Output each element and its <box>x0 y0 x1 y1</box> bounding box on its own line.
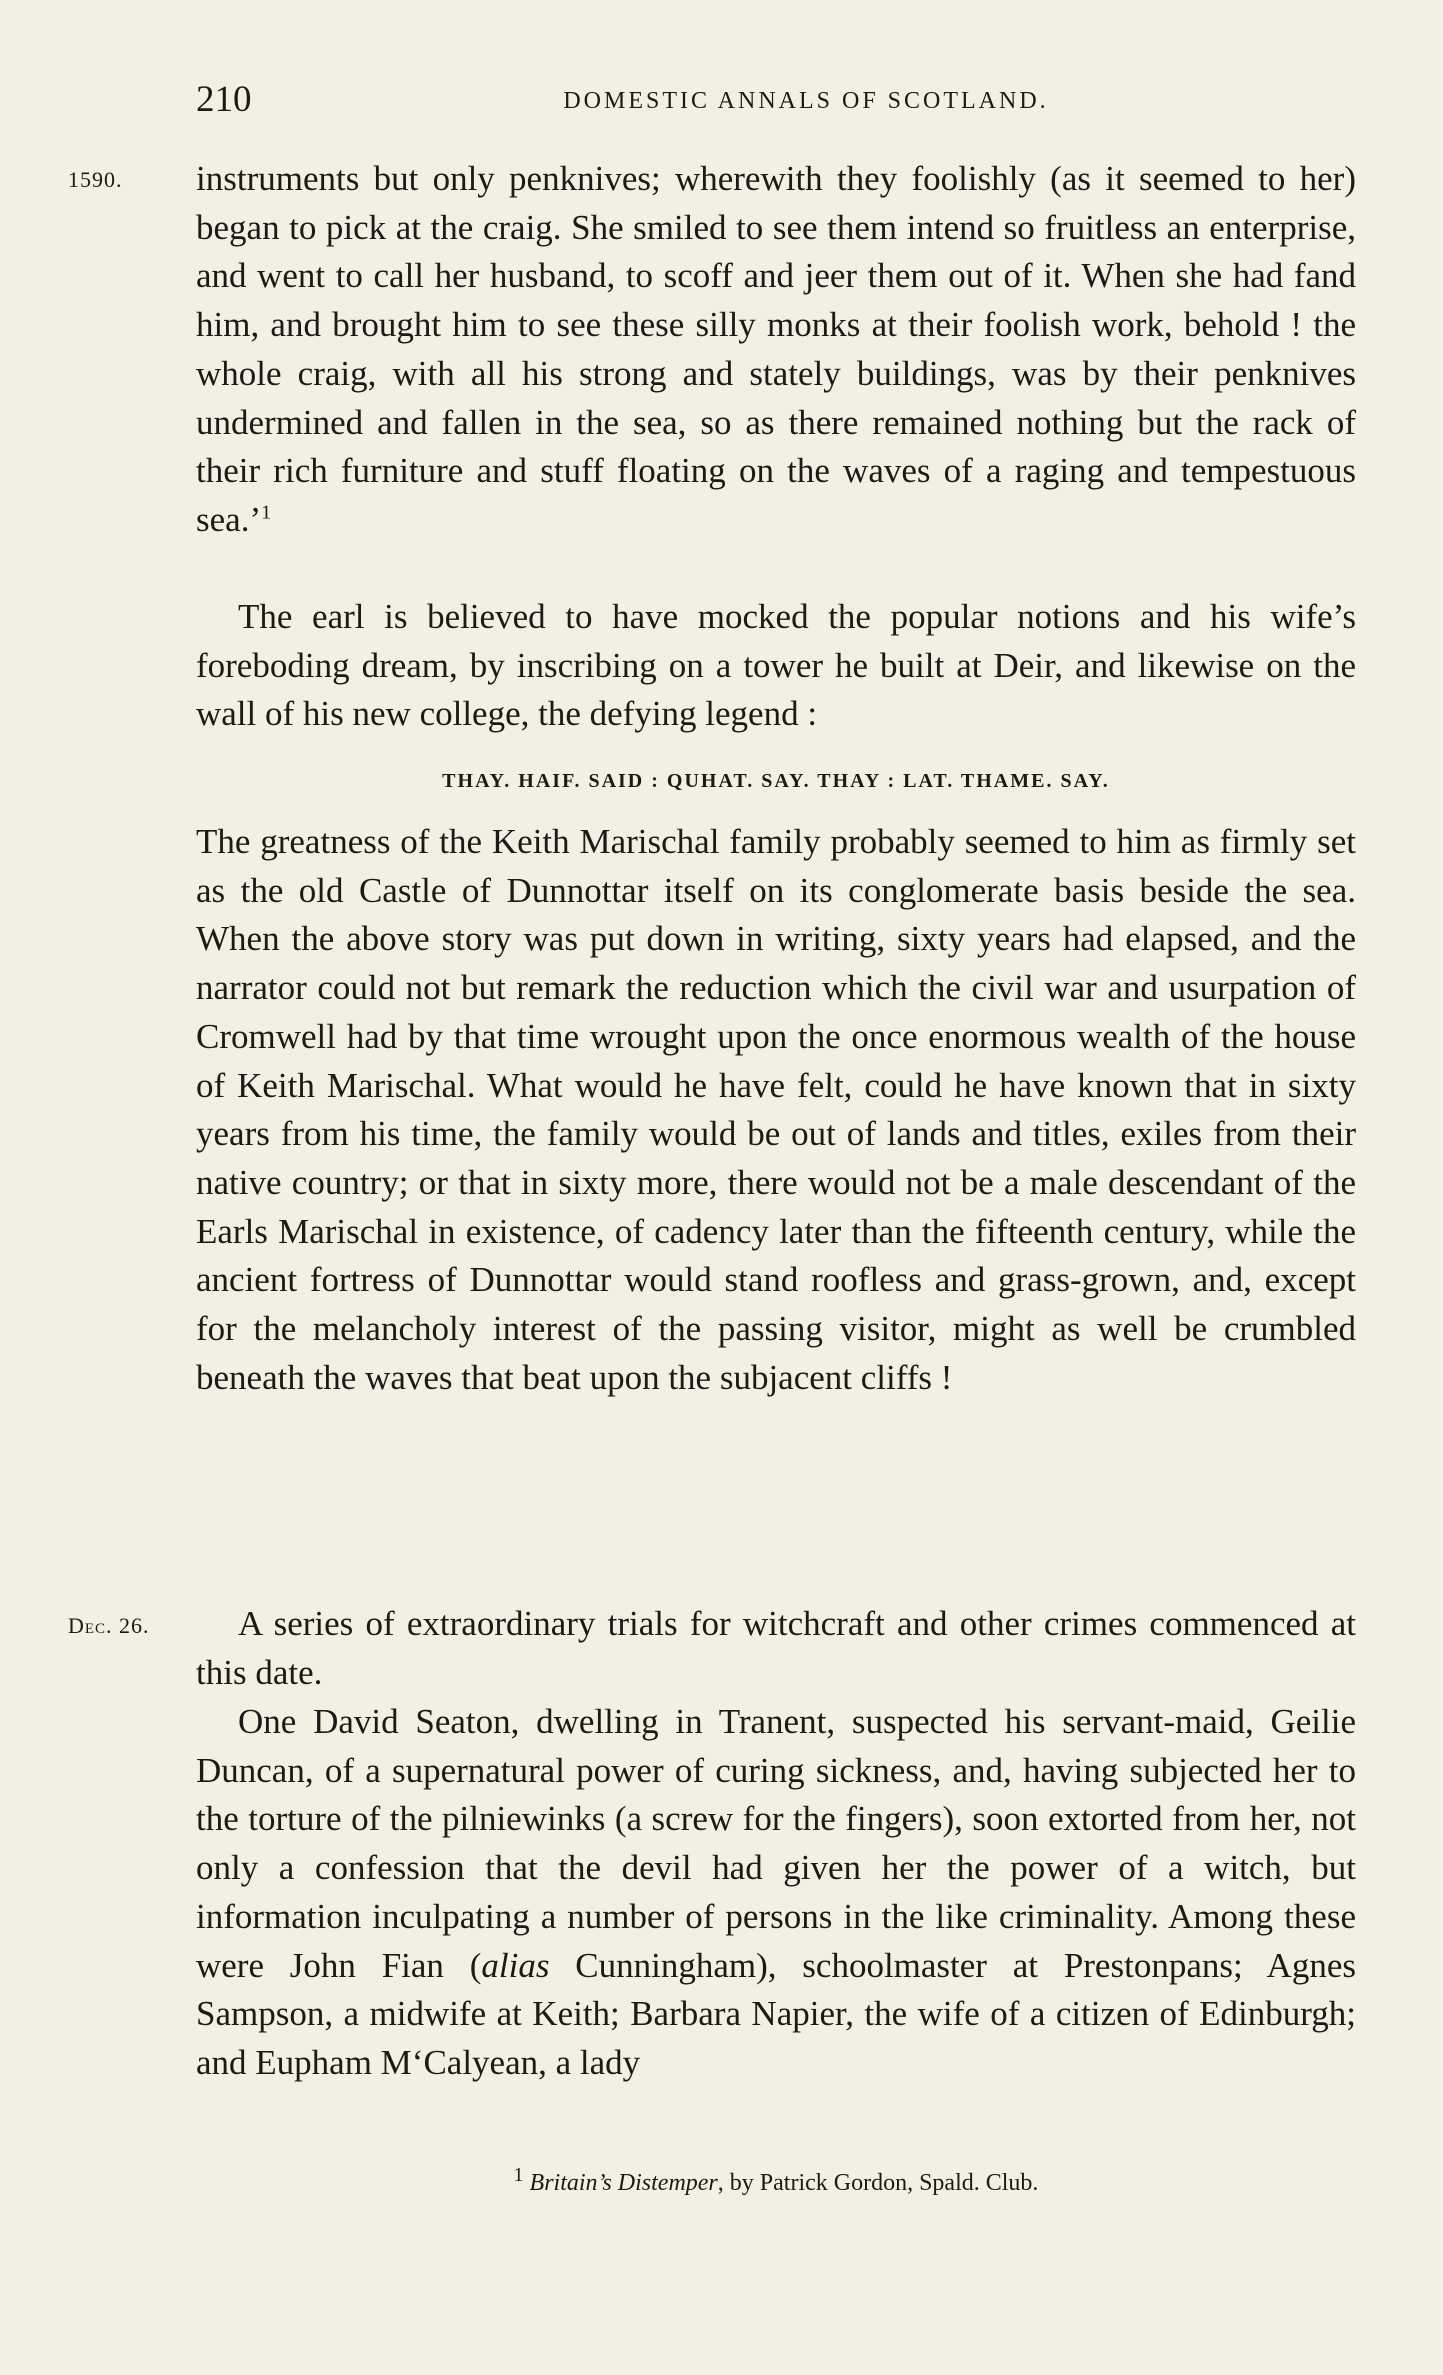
paragraph-1 <box>196 155 1356 545</box>
alias-italic: alias <box>481 1945 550 1985</box>
paragraph-4-text: A series of extraordinary trials for witchcraft and other crimes commenced at this date. <box>196 1604 1356 1692</box>
page-header <box>196 78 1356 130</box>
paragraph-1-text: instruments but only penknives; wherewith they foolishly (as it seemed to her) began to pick at the craig. She smiled to see them intend so fruitless an enterprise, and went to call her husband, to scoff and jeer them out of it. When she had fand him, and brought him to see these silly monks at their foolish work, behold ! the whole craig, with all his strong and stately buildings, was by their penknives undermined and fallen in the sea, so as there remained nothing but the rack of their rich furniture and stuff floating on the waves of a raging and tempestuous sea.’ <box>196 159 1356 539</box>
footnote-text: , by Patrick Gordon, Spald. Club. <box>717 2170 1039 2196</box>
paragraph-2 <box>196 593 1356 739</box>
paragraph-3 <box>196 818 1356 1402</box>
running-head: DOMESTIC ANNALS OF SCOTLAND. <box>563 88 1049 114</box>
footnote <box>196 2164 1356 2197</box>
paragraph-4 <box>196 1600 1356 1697</box>
paragraph-5-text-b: Cunningham), schoolmaster at Prestonpans; Agnes Sampson, a midwife at Keith; Barbara Napier, the wife of a citizen of Edinburgh; and Eupham M‘Calyean, a lady <box>196 1945 1356 2082</box>
footnote-mark: 1 <box>513 2164 524 2186</box>
page-number: 210 <box>196 79 252 120</box>
paragraph-5-text-a: One David Seaton, dwelling in Tranent, suspected his servant-maid, Geilie Duncan, of a supernatural power of curing sickness, and, having subjected her to the torture of the pilniewinks (a screw for the fingers), soon extorted from her, not only a confession that the devil had given her the power of a witch, but information inculpating a number of persons in the like criminality. Among these were John Fian ( <box>196 1702 1356 1985</box>
margin-date: Dec. 26. <box>68 1613 150 1638</box>
footnote-title: Britain’s Distemper <box>529 2170 718 2196</box>
paragraph-2-text: The earl is believed to have mocked the popular notions and his wife’s foreboding dream, by inscribing on a tower he built at Deir, and likewise on the wall of his new college, the defying legend : <box>196 597 1356 734</box>
paragraph-5 <box>196 1698 1356 2088</box>
inscription-legend: THAY. HAIF. SAID : QUHAT. SAY. THAY : LAT. THAME. SAY. <box>442 770 1110 792</box>
paragraph-3-text: The greatness of the Keith Marischal family probably seemed to him as firmly set as the old Castle of Dunnottar itself on its conglomerate basis beside the sea. When the above story was put down in writing, sixty years had elapsed, and the narrator could not but remark the reduction which the civil war and usurpation of Cromwell had by that time wrought upon the once enormous wealth of the house of Keith Marischal. What would he have felt, could he have known that in sixty years from his time, the family would be out of lands and titles, exiles from their native country; or that in sixty more, there would not be a male descendant of the Earls Marischal in existence, of cadency later than the fifteenth century, while the ancient fortress of Dunnottar would stand roofless and grass-grown, and, except for the melancholy interest of the passing visitor, might as well be crumbled beneath the waves that beat upon the subjacent cliffs ! <box>196 822 1356 1397</box>
margin-year: 1590. <box>68 167 123 192</box>
footnote-reference: 1 <box>261 501 272 524</box>
